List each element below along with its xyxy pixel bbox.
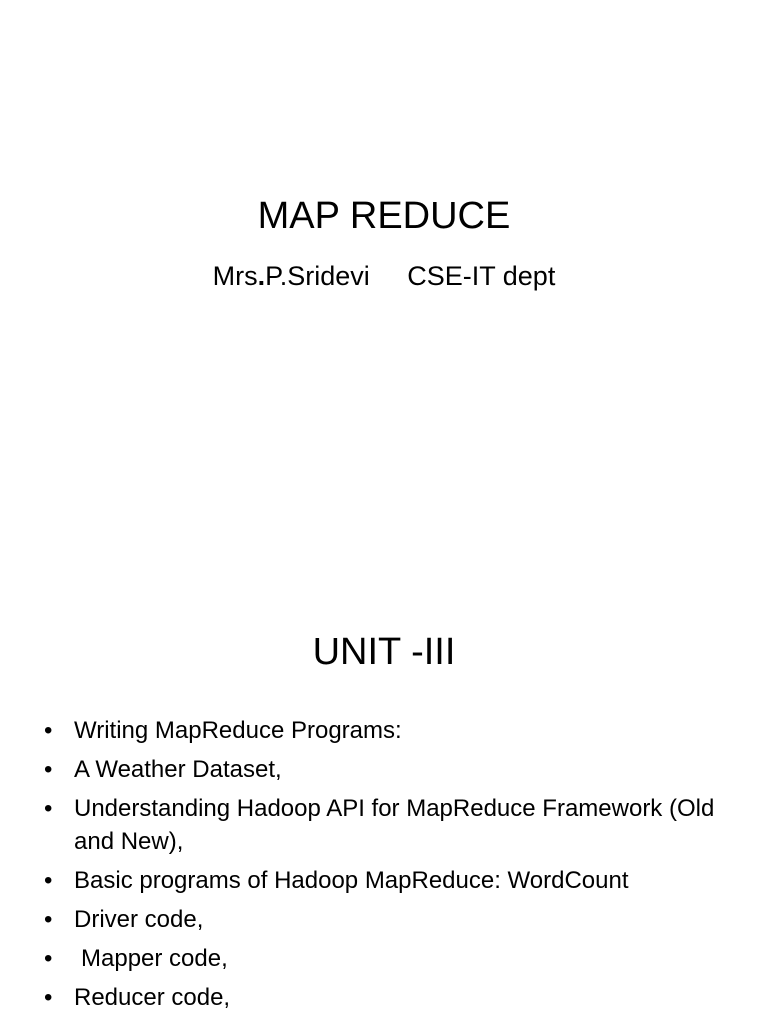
bullet-icon: • <box>44 795 53 822</box>
slide-subtitle <box>0 256 768 296</box>
bullet-icon: • <box>44 717 53 744</box>
list-item-text: Writing MapReduce Programs: <box>74 717 402 744</box>
list-item <box>44 942 724 975</box>
bullet-icon: • <box>44 906 53 933</box>
list-item-text: Understanding Hadoop API for MapReduce Framework (Old and New), <box>74 795 715 855</box>
list-item-text: Basic programs of Hadoop MapReduce: WordCount <box>74 867 629 894</box>
author-dot: . <box>257 261 266 291</box>
content-slide <box>0 576 768 1024</box>
bullet-icon: • <box>44 945 53 972</box>
department: CSE-IT dept <box>407 261 556 291</box>
list-item <box>44 903 724 936</box>
list-item-text: Mapper code, <box>81 945 228 972</box>
bullet-icon: • <box>44 756 53 783</box>
bullet-icon: • <box>44 984 53 1011</box>
author-name: P.Sridevi <box>265 261 370 291</box>
list-item-text: Reducer code, <box>74 984 231 1011</box>
list-item <box>44 981 724 1014</box>
list-item-text: A Weather Dataset, <box>74 756 282 783</box>
list-item <box>44 792 724 858</box>
slide-title: MAP REDUCE <box>257 195 511 237</box>
list-item-text: Driver code, <box>74 906 204 933</box>
list-item <box>44 864 724 897</box>
list-item <box>44 753 724 786</box>
author-prefix: Mrs <box>212 261 258 291</box>
topic-list <box>44 714 724 1020</box>
list-item <box>44 714 724 747</box>
bullet-icon: • <box>44 867 53 894</box>
unit-title: UNIT -III <box>312 631 456 673</box>
